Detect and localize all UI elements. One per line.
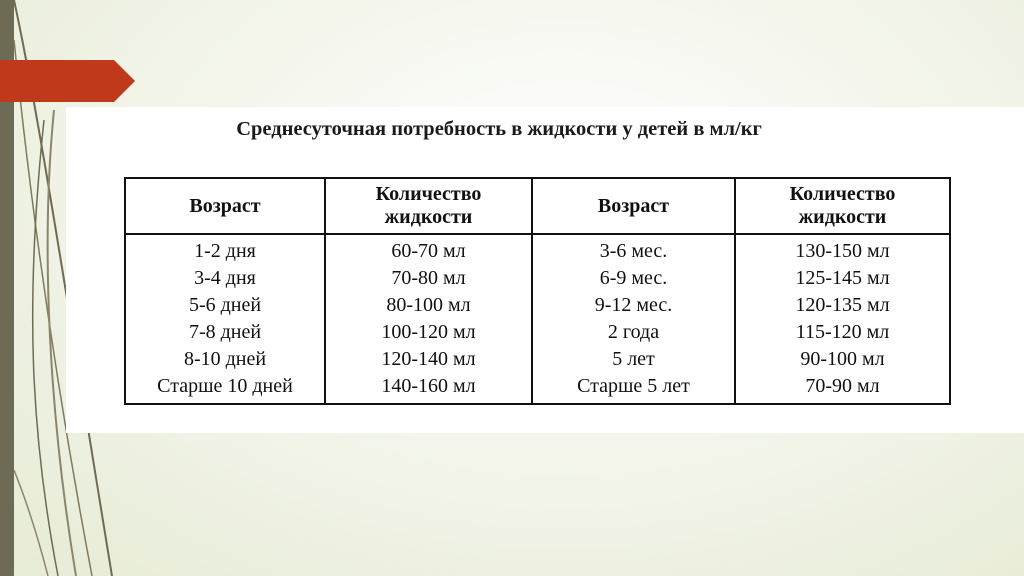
table-cell: 1-2 дня (125, 234, 325, 265)
table-row (125, 346, 950, 373)
header-age: Возраст (125, 178, 325, 234)
table-cell: 9-12 мес. (532, 292, 735, 319)
red-accent-tab (0, 60, 135, 102)
table-cell: Старше 5 лет (532, 373, 735, 404)
table-cell: 8-10 дней (125, 346, 325, 373)
table-cell: 6-9 мес. (532, 265, 735, 292)
table-title: Среднесуточная потребность в жидкости у детей в мл/кг (236, 118, 762, 140)
header-fluid-amount: Количество жидкости (325, 178, 532, 234)
table-cell: 90-100 мл (735, 346, 950, 373)
table-cell: 120-135 мл (735, 292, 950, 319)
table-cell: 5-6 дней (125, 292, 325, 319)
table-cell: 70-80 мл (325, 265, 532, 292)
fluid-requirement-table (124, 177, 951, 405)
table-cell: 3-4 дня (125, 265, 325, 292)
table-cell: 130-150 мл (735, 234, 950, 265)
table-cell: 125-145 мл (735, 265, 950, 292)
table-cell: Старше 10 дней (125, 373, 325, 404)
table-row (125, 234, 950, 265)
table-cell: 140-160 мл (325, 373, 532, 404)
table-header-row (125, 178, 950, 234)
table-cell: 60-70 мл (325, 234, 532, 265)
table-cell: 7-8 дней (125, 319, 325, 346)
table-cell: 120-140 мл (325, 346, 532, 373)
table-cell: 3-6 мес. (532, 234, 735, 265)
table-cell: 5 лет (532, 346, 735, 373)
header-age: Возраст (532, 178, 735, 234)
table-cell: 100-120 мл (325, 319, 532, 346)
table-row (125, 373, 950, 404)
header-fluid-amount: Количество жидкости (735, 178, 950, 234)
table-row (125, 319, 950, 346)
table-cell: 115-120 мл (735, 319, 950, 346)
table-row (125, 265, 950, 292)
table-cell: 80-100 мл (325, 292, 532, 319)
table-row (125, 292, 950, 319)
table-cell: 70-90 мл (735, 373, 950, 404)
table-cell: 2 года (532, 319, 735, 346)
